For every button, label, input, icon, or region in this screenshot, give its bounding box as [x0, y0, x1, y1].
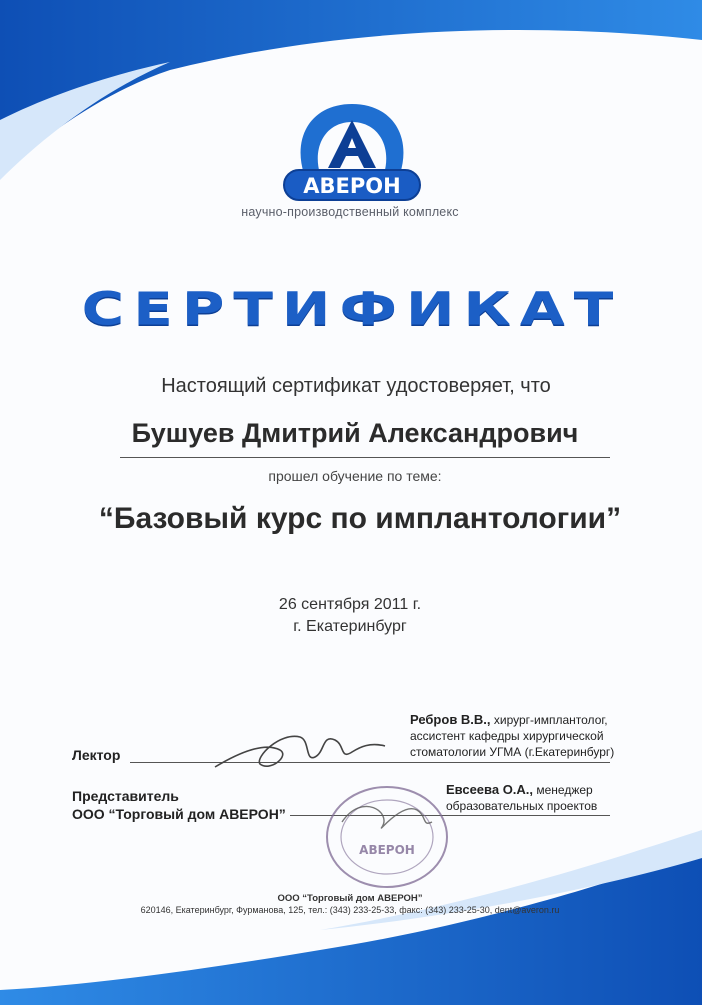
- certificate-title: СЕРТИФИКАТ: [81, 282, 623, 336]
- recipient-underline: [120, 457, 610, 458]
- footer-company: ООО “Торговый дом АВЕРОН”: [277, 893, 423, 904]
- rep-label-1: Представитель: [72, 788, 179, 804]
- lecturer-signature: [210, 712, 400, 782]
- lecturer-role-2: ассистент кафедры хирургической: [410, 729, 604, 743]
- lecturer-role-1: хирург-имплантолог,: [490, 713, 608, 727]
- lead-text: Настоящий сертификат удостоверяет, что: [161, 375, 551, 397]
- averon-logo: [252, 96, 452, 206]
- rep-label-2: ООО “Торговый дом АВЕРОН”: [72, 806, 286, 822]
- date-block: [230, 594, 470, 638]
- stamp-text: АВЕРОН: [359, 843, 415, 857]
- logo-brand-text: АВЕРОН: [303, 174, 401, 198]
- lecturer-name: Ребров В.В.,: [410, 712, 491, 727]
- logo-tagline: научно-производственный комплекс: [241, 205, 459, 219]
- footer-contacts: 620146, Екатеринбург, Фурманова, 125, тел.: (343) 233-25-33, факс: (343) 233-25-30, dent@averon.ru: [140, 905, 560, 915]
- rep-role-2: образовательных проектов: [446, 799, 598, 813]
- lecturer-role-3: стоматологии УГМА (г.Екатеринбург): [410, 745, 615, 759]
- rep-info: [446, 782, 646, 814]
- rep-label: [72, 787, 286, 823]
- recipient-name: Бушуев Дмитрий Александрович: [131, 418, 579, 448]
- rep-role-1: менеджер: [533, 783, 593, 797]
- trained-text: прошел обучение по теме:: [268, 468, 442, 484]
- rep-name: Евсеева О.А.,: [446, 782, 534, 797]
- course-title: “Базовый курс по имплантологии”: [98, 502, 622, 535]
- lecturer-info: [410, 712, 640, 760]
- lecturer-label: Лектор: [72, 747, 121, 763]
- company-stamp: [322, 782, 452, 892]
- issue-city: г. Екатеринбург: [293, 618, 407, 635]
- issue-date: 26 сентября 2011 г.: [278, 596, 422, 613]
